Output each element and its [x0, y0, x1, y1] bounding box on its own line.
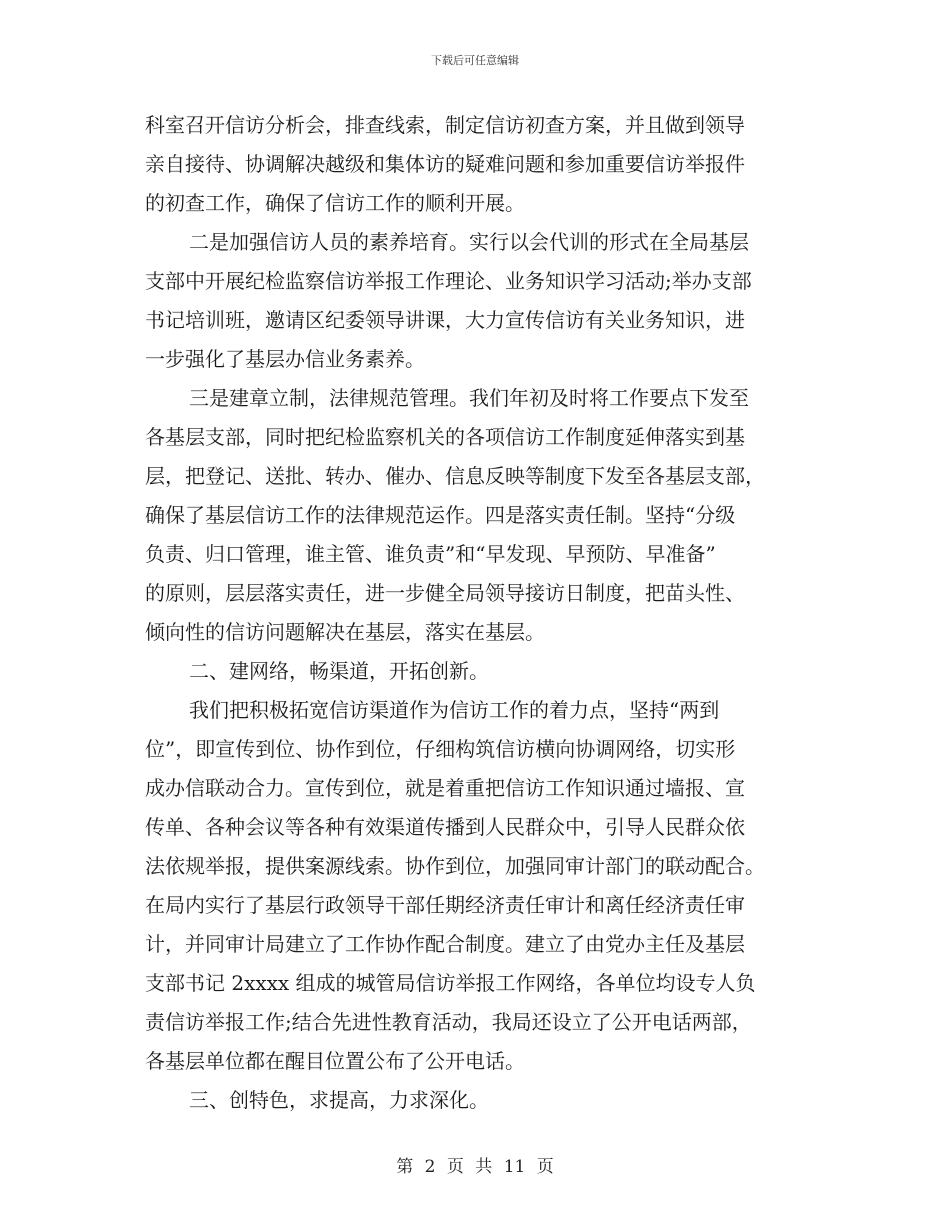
text-line: 各基层单位都在醒目位置公布了公开电话。 [145, 1049, 525, 1073]
text-line: 的原则，层层落实责任，进一步健全局领导接访日制度，把苗头性、 [145, 581, 745, 605]
text-line: 层，把登记、送批、转办、催办、信息反映等制度下发至各基层支部， [145, 464, 765, 488]
paragraph-first-line: 三是建章立制，法律规范管理。我们年初及时将工作要点下发至 [189, 386, 749, 410]
text-line: 法依规举报，提供案源线索。协作到位，加强同审计部门的联动配合。 [145, 854, 765, 878]
paragraph-first-line: 三、创特色，求提高，力求深化。 [189, 1088, 489, 1112]
text-line: 传单、各种会议等各种有效渠道传播到人民群众中，引导人民群众依 [145, 815, 745, 839]
text-line: 的初查工作，确保了信访工作的顺利开展。 [145, 191, 525, 215]
page-footer-page-number: 第 2 页 共 11 页 [396, 1157, 554, 1177]
text-line: 支部中开展纪检监察信访举报工作理论、业务知识学习活动;举办支部 [145, 269, 752, 293]
text-line: 亲自接待、协调解决越级和集体访的疑难问题和参加重要信访举报件 [145, 152, 745, 176]
text-line: 书记培训班，邀请区纪委领导讲课，大力宣传信访有关业务知识，进 [145, 308, 745, 332]
text-line: 责信访举报工作;结合先进性教育活动，我局还设立了公开电话两部， [145, 1010, 752, 1034]
text-line: 支部书记 2xxxx 组成的城管局信访举报工作网络，各单位均设专人负 [145, 971, 756, 995]
text-line: 一步强化了基层办信业务素养。 [145, 347, 425, 371]
paragraph-first-line: 二、建网络，畅渠道，开拓创新。 [189, 659, 489, 683]
text-line: 计，并同审计局建立了工作协作配合制度。建立了由党办主任及基层 [145, 932, 745, 956]
text-line: 负责、归口管理，谁主管、谁负责”和“早发现、早预防、早准备” [145, 542, 716, 566]
paragraph-first-line: 二是加强信访人员的素养培育。实行以会代训的形式在全局基层 [189, 230, 749, 254]
text-line: 倾向性的信访问题解决在基层，落实在基层。 [145, 620, 545, 644]
text-line: 确保了基层信访工作的法律规范运作。四是落实责任制。坚持“分级 [145, 503, 736, 527]
paragraph-first-line: 我们把积极拓宽信访渠道作为信访工作的着力点，坚持“两到 [189, 698, 720, 722]
text-line: 科室召开信访分析会，排查线索，制定信访初查方案，并且做到领导 [145, 113, 745, 137]
text-line: 位”，即宣传到位、协作到位，仔细构筑信访横向协调网络，切实形 [145, 737, 736, 761]
text-line: 在局内实行了基层行政领导干部任期经济责任审计和离任经济责任审 [145, 893, 745, 917]
document-body [145, 106, 803, 1120]
text-line: 成办信联动合力。宣传到位，就是着重把信访工作知识通过墙报、宣 [145, 776, 745, 800]
page-header: 下载后可任意编辑 [431, 54, 519, 67]
text-line: 各基层支部，同时把纪检监察机关的各项信访工作制度延伸落实到基 [145, 425, 745, 449]
